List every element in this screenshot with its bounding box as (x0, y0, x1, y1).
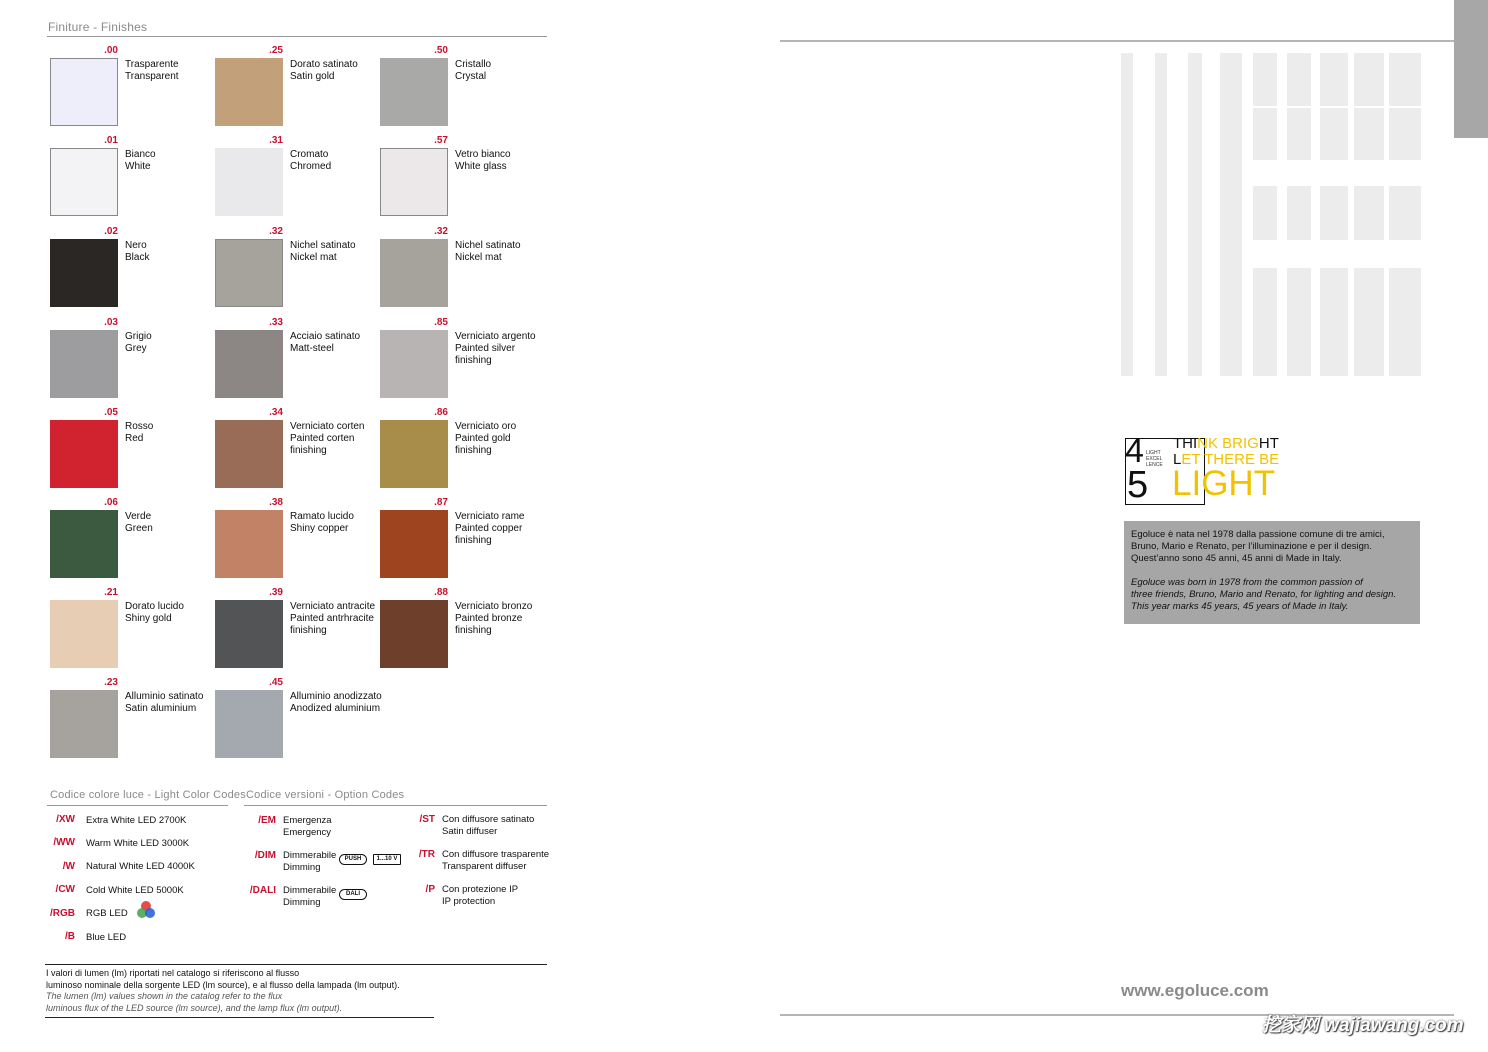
finish-code: .39 (269, 587, 283, 598)
finish-label: Nichel satinato Nickel mat (290, 240, 356, 263)
finish-code: .05 (104, 407, 118, 418)
logo-line-1: THINK BRIGHT (1173, 435, 1279, 452)
stripe-segment (1287, 53, 1311, 106)
finish-code: .33 (269, 317, 283, 328)
finish-swatch (50, 420, 118, 488)
option-code-label: Con diffusore trasparente Transparent diffuser (442, 849, 550, 872)
finish-swatch (215, 330, 283, 398)
finish-code: .25 (269, 45, 283, 56)
finish-label: Dorato lucido Shiny gold (125, 601, 184, 624)
about-box (1124, 521, 1420, 624)
stripe-segment (1253, 53, 1277, 106)
finish-label: Verniciato rame Painted copper finishing (455, 511, 525, 546)
light-code-label: Extra White LED 2700K (86, 814, 187, 826)
logo-digit-4: 4 (1125, 432, 1144, 470)
option-badge: 1...10 V (373, 854, 401, 865)
note-rule-bottom (45, 1017, 434, 1018)
stripe-segment (1287, 186, 1311, 240)
finish-swatch (380, 420, 448, 488)
finish-swatch (380, 148, 448, 216)
finish-swatch (380, 600, 448, 668)
website-link[interactable]: www.egoluce.com (1121, 981, 1269, 1000)
finish-code: .32 (269, 226, 283, 237)
option-code-label: Dimmerabile Dimming (283, 885, 337, 908)
finish-label: Verniciato corten Painted corten finishing (290, 421, 365, 456)
about-italian: Egoluce è nata nel 1978 dalla passione comune di tre amici, Bruno, Mario e Renato, per l’illuminazione e per il design. Quest’anno sono 45 anni, 45 anni di Made in Italy. (1131, 529, 1385, 564)
finish-label: Verniciato oro Painted gold finishing (455, 421, 517, 456)
logo-line-2: LET THERE BE (1173, 451, 1280, 468)
stripe-segment (1320, 53, 1348, 106)
finish-swatch (215, 600, 283, 668)
option-code: /EM (258, 815, 276, 826)
finish-code: .87 (434, 497, 448, 508)
right-top-rule (780, 40, 1454, 42)
option-code: /TR (418, 849, 435, 860)
stripe-segment (1354, 268, 1384, 376)
logo-small-text: LIGHT EXCEL LENCE (1146, 450, 1163, 468)
page-tab (1454, 0, 1488, 138)
finish-swatch (50, 148, 118, 216)
finish-swatch (380, 510, 448, 578)
stripe-segment (1320, 186, 1348, 240)
option-codes-rule (244, 805, 547, 806)
finish-label: Alluminio satinato Satin aluminium (125, 691, 204, 714)
finish-label: Bianco White (125, 149, 156, 172)
option-codes-title: Codice versioni - Option Codes (246, 789, 405, 801)
finish-label: Cromato Chromed (290, 149, 332, 172)
finish-code: .23 (104, 677, 118, 688)
light-code-label: RGB LED (86, 908, 128, 920)
finish-label: Alluminio anodizzato Anodized aluminium (290, 691, 382, 714)
finish-code: .50 (434, 45, 448, 56)
finish-code: .88 (434, 587, 448, 598)
stripe-segment (1389, 108, 1421, 160)
finish-code: .01 (104, 135, 118, 146)
stripe-segment (1320, 268, 1348, 376)
finish-code: .00 (104, 45, 118, 56)
stripe-segment (1253, 268, 1277, 376)
stripe-segment (1389, 53, 1421, 106)
finish-code: .85 (434, 317, 448, 328)
finish-code: .86 (434, 407, 448, 418)
stripe-segment (1188, 53, 1202, 376)
option-code-label: Dimmerabile Dimming (283, 850, 337, 873)
finish-code: .03 (104, 317, 118, 328)
option-code-label: Con protezione IP IP protection (442, 884, 519, 907)
finish-swatch (380, 330, 448, 398)
finish-label: Verniciato bronzo Painted bronze finishing (455, 601, 533, 636)
finish-label: Vetro bianco White glass (455, 149, 511, 172)
finish-swatch (215, 148, 283, 216)
finish-label: Rosso Red (125, 421, 154, 444)
light-codes-title: Codice colore luce - Light Color Codes (50, 789, 246, 801)
light-code: /RGB (50, 907, 75, 919)
finish-label: Dorato satinato Satin gold (290, 59, 358, 82)
light-code-label: Warm White LED 3000K (86, 837, 190, 849)
light-code: /B (65, 931, 75, 942)
option-code-label: Con diffusore satinato Satin diffuser (442, 814, 535, 837)
stripe-segment (1287, 268, 1311, 376)
finish-code: .57 (434, 135, 448, 146)
finish-swatch (50, 239, 118, 307)
light-code-label: Blue LED (86, 931, 127, 943)
light-code: /CW (55, 884, 75, 896)
finish-swatch (50, 58, 118, 126)
option-code: /DALI (249, 885, 276, 896)
option-code: /DIM (254, 850, 276, 861)
light-code: /WW (53, 837, 75, 849)
lumen-note (46, 968, 400, 1014)
finish-code: .02 (104, 226, 118, 237)
finish-label: Verde Green (125, 511, 153, 534)
stripe-segment (1155, 53, 1167, 376)
stripe-segment (1320, 108, 1348, 160)
stripe-segment (1354, 186, 1384, 240)
finish-swatch (50, 600, 118, 668)
stripe-segment (1354, 53, 1384, 106)
lumen-note-en-2: luminous flux of the LED source (lm source), and the lamp flux (lm output). (46, 1002, 343, 1013)
note-rule-top (45, 964, 547, 965)
finish-swatch (380, 58, 448, 126)
option-code-label: Emergenza Emergency (283, 815, 332, 838)
stripe-segment (1121, 53, 1133, 376)
finish-swatch (50, 690, 118, 758)
lumen-note-it-2: luminoso nominale della sorgente LED (lm source), e al flusso della lampada (lm output). (46, 979, 400, 990)
finish-code: .06 (104, 497, 118, 508)
finish-code: .45 (269, 677, 283, 688)
lumen-note-en-1: The lumen (lm) values shown in the catalog refer to the flux (46, 991, 283, 1001)
finish-swatch (50, 510, 118, 578)
finish-swatch (380, 239, 448, 307)
stripe-segment (1354, 108, 1384, 160)
finish-code: .34 (269, 407, 283, 418)
finish-code: .32 (434, 226, 448, 237)
finish-swatch (215, 239, 283, 307)
light-code-label: Natural White LED 4000K (86, 861, 195, 873)
finish-label: Cristallo Crystal (455, 59, 492, 82)
finish-swatch (215, 420, 283, 488)
finish-swatch (215, 58, 283, 126)
light-code: /W (62, 860, 75, 872)
option-badge: DALI (339, 889, 367, 900)
stripe-segment (1220, 53, 1242, 376)
light-code-label: Cold White LED 5000K (86, 884, 184, 896)
light-codes-rule (47, 805, 228, 806)
option-badge: PUSH (339, 854, 367, 865)
finish-label: Grigio Grey (125, 331, 152, 354)
lumen-note-it-1: I valori di lumen (lm) riportati nel catalogo si riferiscono al flusso (46, 968, 300, 978)
finishes-rule (47, 36, 547, 37)
finish-code: .38 (269, 497, 283, 508)
finish-label: Verniciato antracite Painted antrhracite finishing (290, 601, 376, 636)
light-code: /XW (56, 814, 75, 825)
logo-digit-5: 5 (1127, 464, 1149, 506)
stripe-segment (1253, 186, 1277, 240)
rgb-icon (136, 900, 156, 920)
finish-label: Nero Black (125, 240, 150, 263)
finish-label: Trasparente Transparent (125, 59, 179, 82)
about-english: Egoluce was born in 1978 from the common passion of three friends, Bruno, Mario and Renato, for lighting and design. This year marks 45 years, 45 years of Made in Italy. (1131, 577, 1397, 612)
finish-swatch (215, 510, 283, 578)
finish-label: Acciaio satinato Matt-steel (290, 331, 361, 354)
finish-swatch (50, 330, 118, 398)
stripe-segment (1389, 186, 1421, 240)
finishes-title: Finiture - Finishes (48, 20, 148, 34)
stripe-segment (1253, 108, 1277, 160)
option-code: /ST (419, 814, 435, 825)
finish-label: Ramato lucido Shiny copper (290, 511, 354, 534)
finish-code: .21 (104, 587, 118, 598)
stripe-segment (1287, 108, 1311, 160)
finish-code: .31 (269, 135, 283, 146)
watermark: 挖家网 wajiawang.com (1262, 1015, 1464, 1036)
finish-swatch (215, 690, 283, 758)
stripe-segment (1389, 268, 1421, 376)
finish-label: Nichel satinato Nickel mat (455, 240, 521, 263)
finish-label: Verniciato argento Painted silver finishing (455, 331, 536, 366)
option-code: /P (425, 884, 435, 895)
logo-line-3: LIGHT (1172, 464, 1276, 503)
